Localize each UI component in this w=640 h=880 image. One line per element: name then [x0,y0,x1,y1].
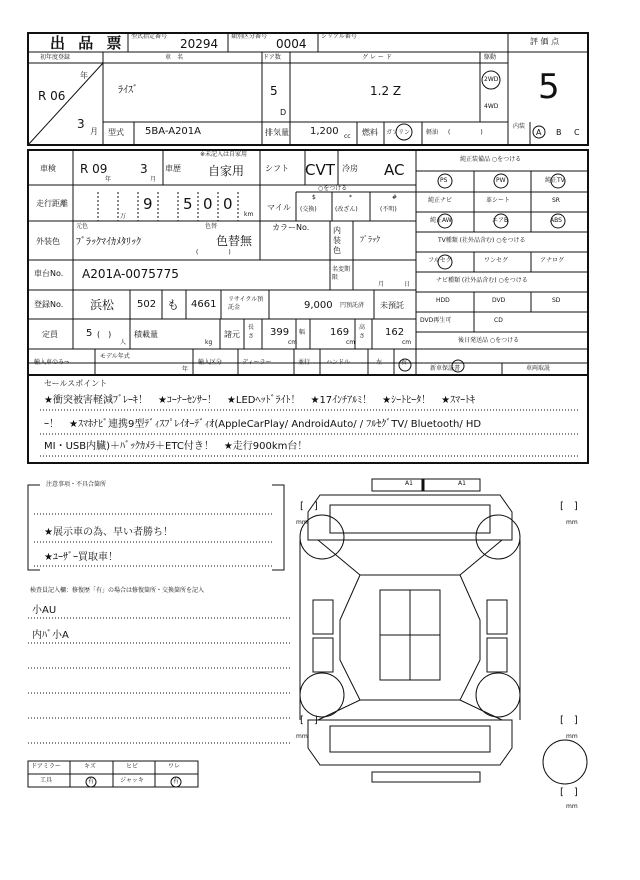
doors-suffix: D [280,108,287,117]
recycle-value: 9,000 [304,300,333,311]
navi-sd: SD [552,297,561,304]
fuel-other-paren: ( ) [448,129,483,136]
navi-dvd: DVD [492,297,506,304]
name-change-label: 名変期限 [332,266,351,281]
tv-fullseg: フルセグ [428,257,452,264]
first-reg-month-unit: 月 [90,127,98,136]
registration-number: 4661 [191,299,217,310]
height-unit: cm [402,339,412,346]
tire-rr-mm: mm [566,733,578,740]
handle-label: ハンドル [326,359,351,366]
interior-color-value: ﾌﾞﾗｯｸ [360,235,380,244]
interior-a: A [536,128,542,137]
grade-score-value: 5 [538,67,560,107]
legend-jack: ジャッキ [120,777,144,784]
ac-label: 冷房 [342,164,358,173]
legend-tools: 工具 [40,777,53,784]
registration-kana: も [167,298,180,312]
chassis-label: 車台No. [34,269,64,278]
registration-label: 登録No. [34,300,64,309]
tire-fr-mm: mm [566,519,578,526]
import-class-label: 輸入区分 [198,359,223,366]
mileage-opt3-bottom: (不明) [380,206,397,213]
mileage-digit-3: 0 [203,195,213,213]
first-reg-label: 初年度登録 [40,54,71,61]
tire-rl-bracket: [ ] [300,715,318,726]
genuine-equip-title: 純正装備品 ○をつける [460,156,522,163]
mileage-opt1-top: $ [312,194,316,201]
name-change-day: 日 [404,281,411,288]
history-note: ※未記入は自家用 [200,151,248,158]
later-shipping-title: 後日発送品 ○をつける [458,337,520,344]
displacement-unit: cc [344,133,351,140]
mileage-digit-2: 5 [183,195,193,213]
interior-color-label: 内装色 [333,226,341,255]
mileage-label: 走行距離 [36,199,68,208]
fuel-label: 燃料 [362,128,378,137]
model-year-unit: 年 [182,366,189,373]
height-label: 高さ [359,324,366,340]
equip-leather: 革シート [486,197,511,204]
inspector-label: 検査員記入欄：修復歴「有」の場合は修復箇所・交換箇所を記入 [30,587,205,594]
equip-abs: ABS [550,217,562,224]
drive-2wd: 2WD [484,76,499,83]
category-label: 類別区分番号 [231,33,268,40]
chassis-value: A201A-0075775 [82,267,179,281]
equip-ps: PS [440,177,448,184]
legend-jack-yes: 有 [173,778,180,785]
mileage-opt2-bottom: (改ざん) [335,206,358,213]
navi-dvd-play: DVD再生可 [420,317,452,324]
capacity-value: 5 [86,328,93,339]
inspection-label: 車検 [40,164,56,173]
fuel-diesel: 軽油 [426,129,439,136]
length-value: 399 [270,327,290,338]
form-title: 出 品 票 [50,34,126,52]
later-warranty: 新車保証書 [430,365,461,372]
type-designation-value: 20294 [180,37,219,51]
grade-label: グ レ ー ド [362,54,392,61]
mileage-opt1-bottom: (交換) [300,206,317,213]
legend-break: ワレ [168,763,181,770]
orig-color-label: 元色 [76,223,89,230]
navi-cd: CD [494,317,503,324]
repaint-label: 色替 [205,223,218,230]
inspector-line-1: 小AU [32,605,57,616]
doors-label: ドア数 [263,54,281,61]
tv-type-title: TV種類 (社外品含む) ○をつける [438,237,526,244]
equip-pw: PW [496,177,506,184]
color-label: 外装色 [36,237,60,246]
handle-left: 左 [376,359,383,366]
inspector-line-2: 内ﾊﾞ小A [32,630,69,641]
handle-right: 右 [401,359,408,366]
tire-fl-bracket: [ ] [300,501,318,512]
equip-airbag: エアB [492,217,509,224]
diagram-front-right: A1 [458,480,466,487]
orig-color-value: ﾌﾞﾗｯｸﾏｲｶﾒﾀﾘｯｸ [76,237,141,248]
inspection-month: 3 [140,162,148,176]
tv-analog: アナログ [540,257,565,264]
legend-scratch: キズ [84,763,96,770]
drive-label: 駆動 [484,54,497,61]
mileage-digit-4: 0 [223,195,233,213]
inspection-year-unit: 年 [105,176,112,183]
type-designation-label: 型式指定番号 [131,33,168,40]
history-value: 自家用 [208,164,245,178]
shift-value: CVT [305,161,335,179]
recycle-label: リサイクル預託金 [228,296,264,311]
equip-genuine-tv: 純正TV [545,177,565,184]
mileage-opt2-top: * [349,194,352,201]
inspection-era: R 09 [80,162,108,176]
displacement-value: 1,200 [310,126,339,137]
model-year-label: モデル年式 [100,353,130,360]
mileage-digit-1: 9 [143,195,153,213]
shift-label: シフト [265,164,289,173]
notes-line-1: ★展示車の為、早い者勝ち！ [44,527,173,538]
length-label: 長さ [248,324,255,340]
capacity-unit: 人 [120,339,127,346]
first-reg-year-unit: 年 [80,71,88,80]
diagram-front-left: A1 [405,480,413,487]
import-dealer: ディーラー [242,359,272,366]
dims-label: 諸元 [224,330,240,339]
model-value: 5BA-A201A [145,126,202,137]
capacity-label: 定員 [42,330,58,339]
recycle-not: 未預託 [380,301,404,310]
navi-hdd: HDD [436,297,450,304]
tire-fr-bracket: [ ] [560,501,578,512]
serial-label: シリアル番号 [321,33,357,40]
interior-c: C [574,128,580,137]
legend-crack: ヒビ [126,763,139,770]
tire-rl-mm: mm [296,733,308,740]
width-unit: cm [346,339,356,346]
tire-fl-mm: mm [296,519,308,526]
color-no-label: カラーNo. [272,223,310,232]
legend-door-mirror: ドアミラー [31,763,61,770]
import-parallel: 並行 [298,359,311,366]
mile-label: マイル [267,203,291,212]
car-name-value: ﾗｲｽﾞ [118,85,138,96]
sales-point-line-1: ★衝突被害軽減ﾌﾞﾚｰｷ！ ★ｺｰﾅｰｾﾝｻｰ！ ★LEDﾍｯﾄﾞﾗｲﾄ！ ★17ｲﾝﾁｱﾙﾐ！ ★ｼｰﾄﾋｰﾀ！ ★ｽﾏｰﾄｷ [44,395,476,406]
load-label: 積載量 [134,330,158,339]
tire-rr-bracket: [ ] [560,715,578,726]
length-unit: cm [288,339,298,346]
name-change-month: 月 [378,281,385,288]
fuel-gasoline: ガソリン [386,129,411,136]
equip-genuine-aw: 純正AW [430,217,452,224]
mileage-circle-note: ○をつける [318,185,348,192]
car-name-label: 車 名 [165,54,184,61]
sales-point-line-2: ｰ！ ★ｽﾏﾎﾅﾋﾞ連携9型ﾃﾞｨｽﾌﾟﾚｲｵｰﾃﾞｨｵ(AppleCarPlay/ AndroidAuto/ / ﾌﾙｾｸﾞTV/ Bluetooth/ HD [44,419,482,430]
ac-value: AC [384,161,405,179]
displacement-label: 排気量 [265,128,289,137]
interior-label: 内装 [513,123,526,130]
capacity-paren: ( ) [97,330,112,339]
model-label: 型式 [108,128,124,137]
width-value: 169 [330,327,350,338]
notes-line-2: ★ﾕｰｻﾞｰ買取車！ [44,552,118,563]
navi-type-title: ナビ種類 (社外品含む) ○をつける [436,277,528,284]
interior-b: B [556,128,562,137]
sales-points-label: セールスポイント [44,379,108,388]
sales-point-line-3: MI・USB内臓)＋ﾊﾞｯｸｶﾒﾗ＋ETC付き！ ★走行900km台！ [44,441,308,452]
mileage-man-unit: 万 [120,213,127,220]
import-only-label: 輸入車のみ⇒ [34,359,70,366]
tire-spare-mm: mm [566,803,578,810]
drive-4wd: 4WD [484,103,499,110]
grade-score-label: 評 価 点 [530,37,560,46]
first-reg-era: R 06 [38,89,66,103]
tv-oneseg: ワンセグ [484,257,509,264]
height-value: 162 [385,327,405,338]
first-reg-month: 3 [77,117,85,131]
notes-label: 注意事項・不具合箇所 [46,481,107,488]
mileage-opt3-top: # [392,194,398,201]
tire-spare-bracket: [ ] [560,787,578,798]
doors-value: 5 [270,84,278,98]
equip-genuine-navi: 純正ナビ [428,197,453,204]
repaint-value: 色替無 [216,234,253,248]
registration-region: 浜松 [90,298,115,312]
width-label: 幅 [299,329,306,336]
equip-sr: SR [552,197,560,204]
mileage-km-unit: km [244,211,254,218]
repaint-paren: ( ) [196,249,231,256]
recycle-unit: 円預託済 [340,302,365,309]
grade-value: 1.2 Z [370,84,402,98]
later-manual: 車両取説 [526,365,551,372]
inspection-month-unit: 月 [150,176,157,183]
registration-class: 502 [137,299,157,310]
category-value: 0004 [276,37,307,51]
legend-tools-yes: 有 [88,778,95,785]
history-label: 車歴 [165,164,181,173]
load-unit: kg [205,339,213,346]
